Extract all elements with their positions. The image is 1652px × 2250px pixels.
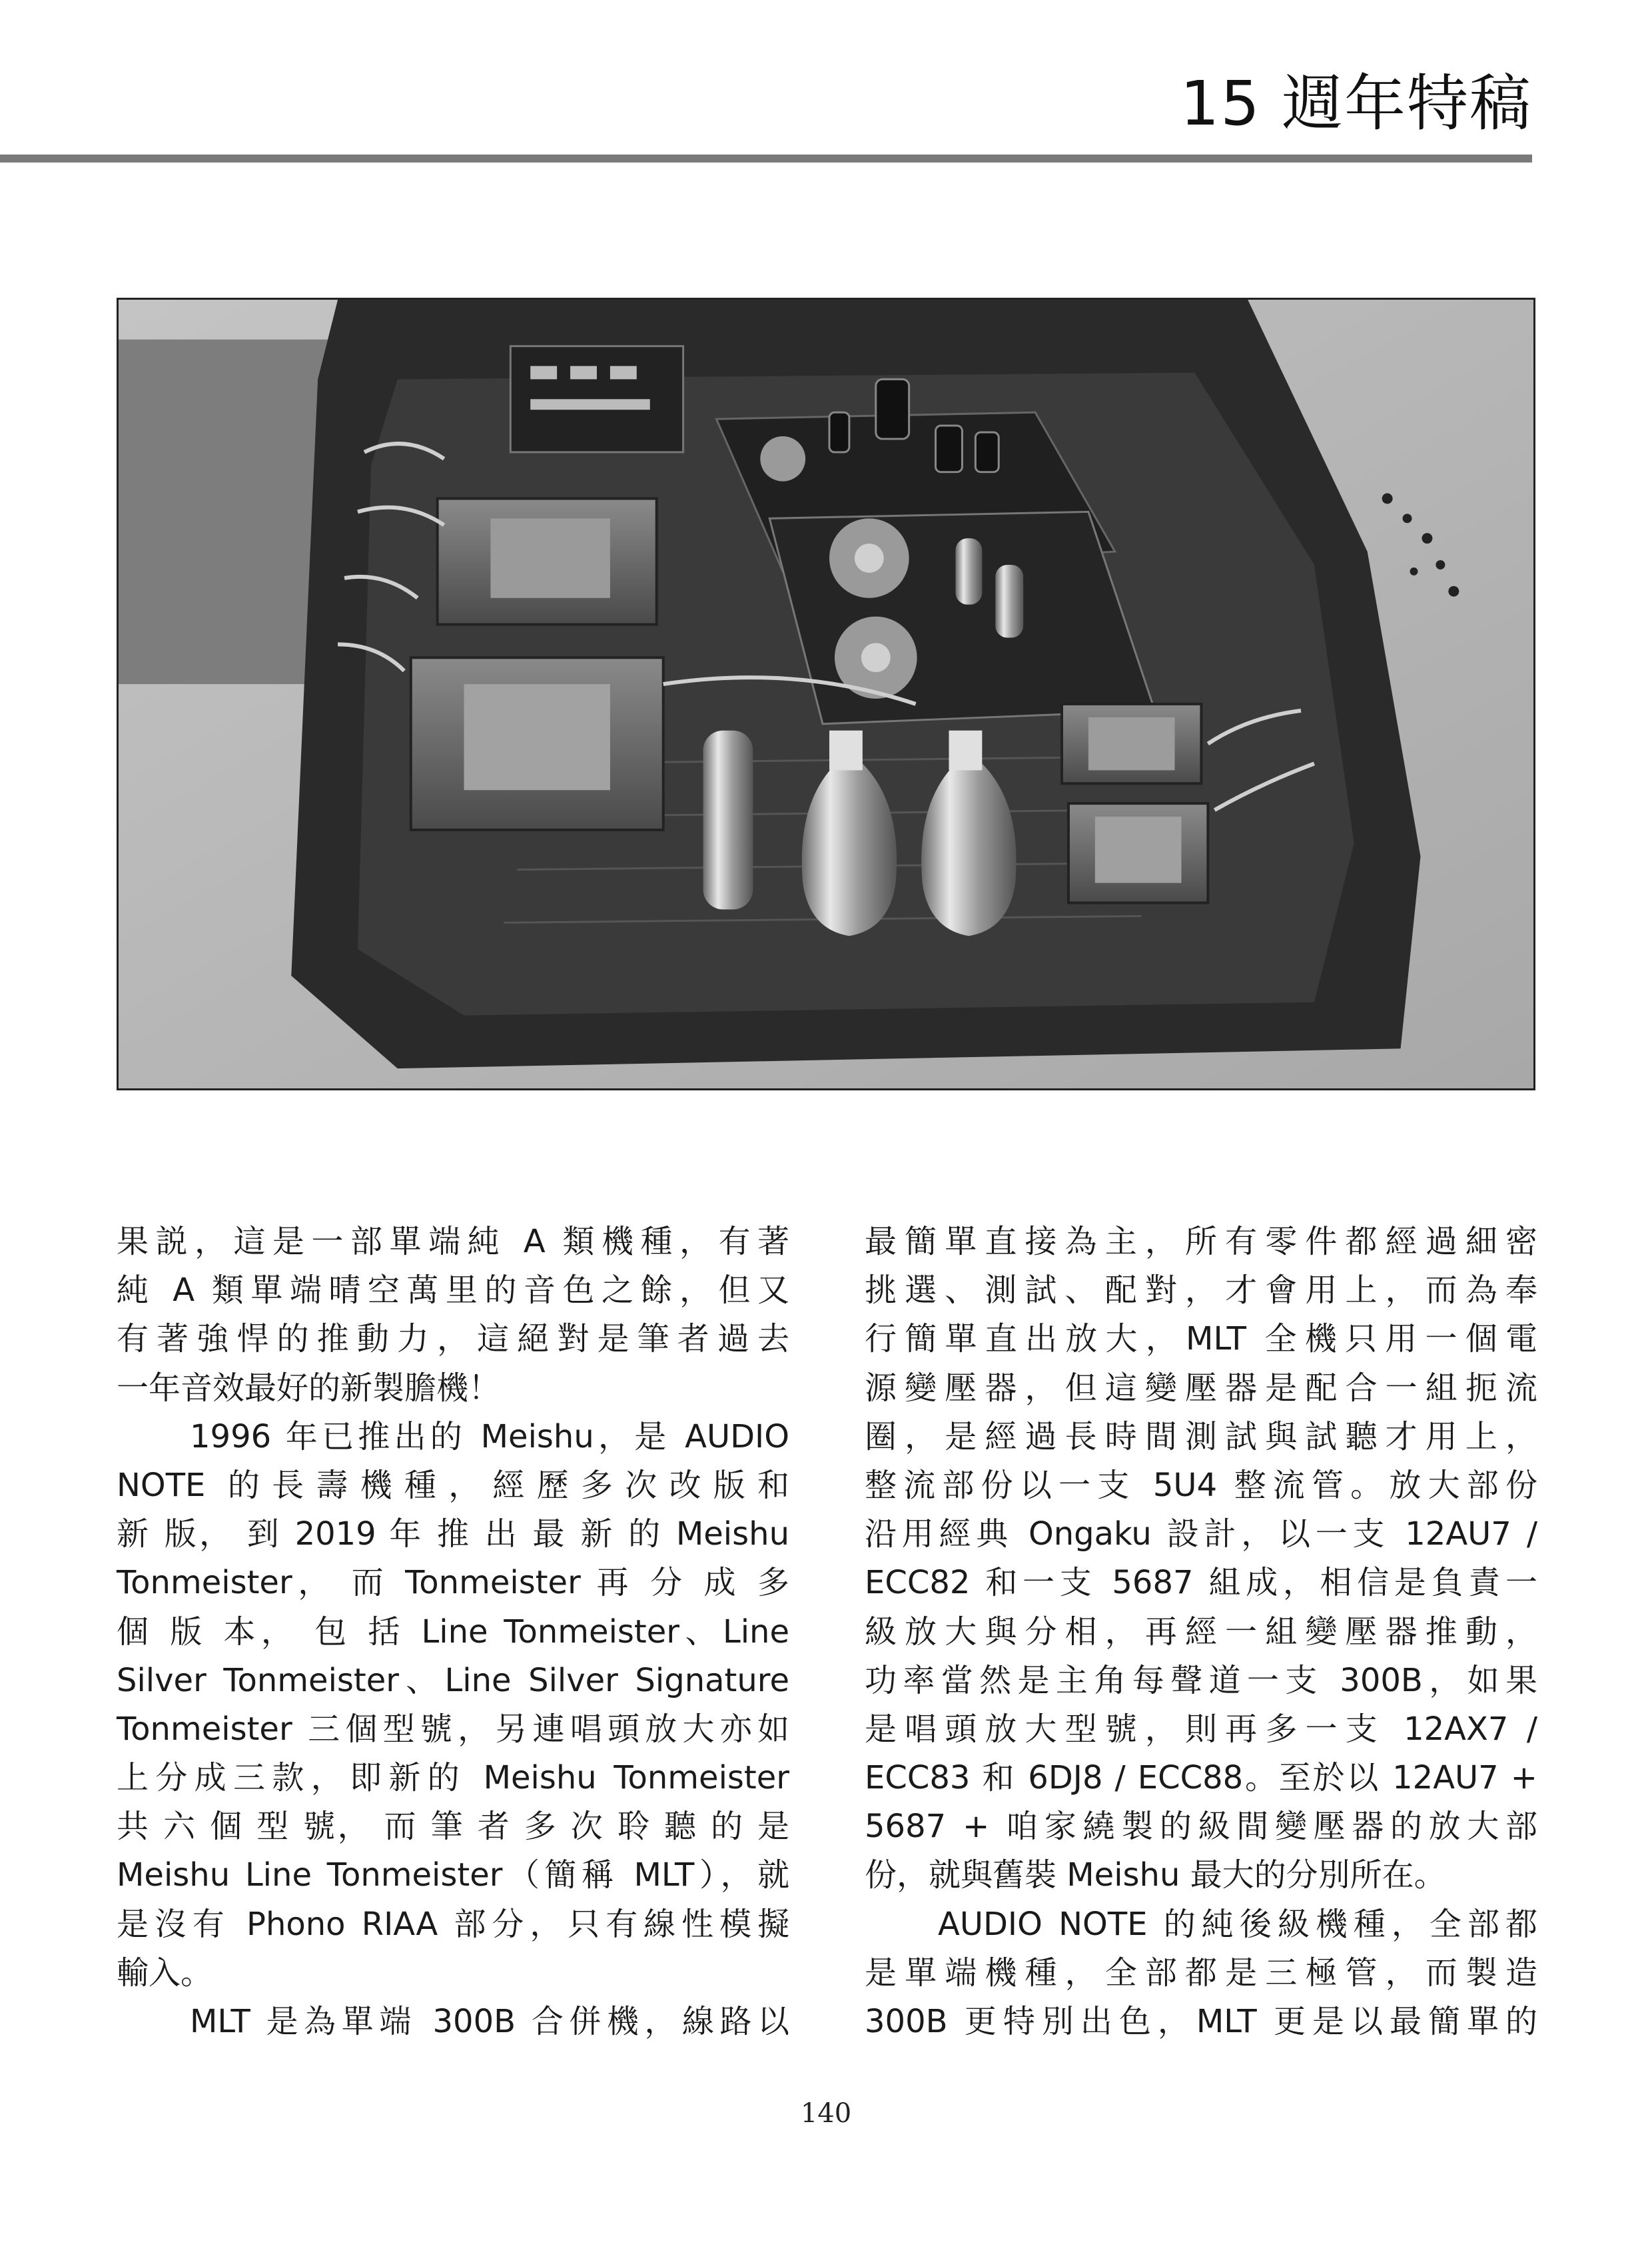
amplifier-internal-illustration: [119, 300, 1533, 1088]
right-line-17: 300B 更特別出色，MLT 更是以最簡單的: [865, 2003, 1537, 2040]
right-line-13: 5687 + 咱家繞製的級間變壓器的放大部: [865, 1808, 1537, 1846]
right-line-10: 功率當然是主角每聲道一支 300B，如果: [865, 1661, 1537, 1699]
left-line-5: 1996 年已推出的 Meishu，是 AUDIO: [190, 1417, 789, 1455]
right-line-14: 份，就與舊裝 Meishu 最大的分別所在。: [865, 1856, 1446, 1894]
left-line-4: 一年音效最好的新製膽機！: [117, 1369, 501, 1407]
right-line-16: 是單端機種，全部都是三極管，而製造: [865, 1954, 1537, 1992]
right-line-12: ECC83 和 6DJ8 / ECC88。至於以 12AU7 +: [865, 1759, 1537, 1797]
section-title: 15 週年特稿: [1180, 68, 1532, 139]
left-line-16: 輸入。: [117, 1954, 213, 1992]
right-line-11: 是唱頭放大型號，則再多一支 12AX7 /: [865, 1710, 1537, 1748]
right-line-5: 圈，是經過長時間測試與試聽才用上，: [865, 1417, 1537, 1455]
left-line-1: 果説，這是一部單端純 A 類機種，有著: [117, 1223, 789, 1260]
header-rule: [0, 155, 1532, 163]
left-line-6: NOTE 的長壽機種，經歷多次改版和: [117, 1466, 789, 1504]
left-line-11: Tonmeister 三個型號，另連唱頭放大亦如: [117, 1710, 789, 1748]
right-line-6: 整流部份以一支 5U4 整流管。放大部份: [865, 1466, 1537, 1504]
right-column: [865, 1218, 1537, 2046]
left-column: [117, 1218, 789, 2046]
right-line-1: 最簡單直接為主，所有零件都經過細密: [865, 1223, 1537, 1260]
left-line-7: 新 版， 到 2019 年 推 出 最 新 的 Meishu: [117, 1515, 789, 1553]
amplifier-photo: [117, 298, 1535, 1090]
left-line-8: Tonmeister， 而 Tonmeister 再 分 成 多: [117, 1564, 789, 1602]
left-line-9: 個 版 本， 包 括 Line Tonmeister、Line: [117, 1613, 789, 1651]
left-line-15: 是沒有 Phono RIAA 部分，只有線性模擬: [117, 1905, 789, 1943]
left-line-2: 純 A 類單端晴空萬里的音色之餘，但又: [117, 1272, 789, 1310]
right-line-8: ECC82 和一支 5687 組成，相信是負責一: [865, 1564, 1537, 1602]
right-line-15: AUDIO NOTE 的純後級機種，全部都: [938, 1905, 1537, 1943]
left-line-3: 有著強悍的推動力，這絕對是筆者過去: [117, 1320, 789, 1358]
left-line-14: Meishu Line Tonmeister（簡稱 MLT），就: [117, 1856, 789, 1894]
left-line-10: Silver Tonmeister、Line Silver Signature: [117, 1661, 789, 1699]
right-line-7: 沿用經典 Ongaku 設計，以一支 12AU7 /: [865, 1515, 1537, 1553]
right-line-3: 行簡單直出放大，MLT 全機只用一個電: [865, 1320, 1537, 1358]
right-line-4: 源變壓器，但這變壓器是配合一組扼流: [865, 1369, 1537, 1407]
right-line-9: 級放大與分相，再經一組變壓器推動，: [865, 1613, 1537, 1651]
right-line-2: 挑選、測試、配對，才會用上，而為奉: [865, 1272, 1537, 1310]
left-line-12: 上分成三款，即新的 Meishu Tonmeister: [117, 1759, 789, 1797]
left-line-13: 共 六 個 型 號， 而 筆 者 多 次 聆 聽 的 是: [117, 1808, 789, 1846]
left-line-17: MLT 是為單端 300B 合併機，線路以: [190, 2003, 789, 2040]
page-number: 140: [800, 2098, 852, 2129]
